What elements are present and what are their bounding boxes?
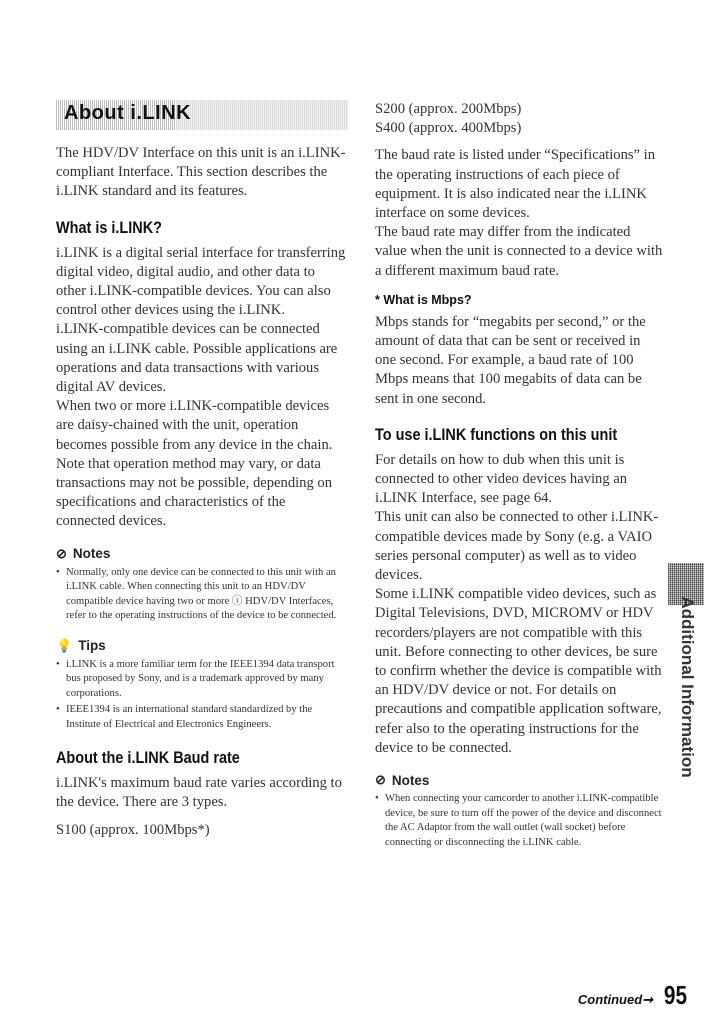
- tips-icon: 💡: [56, 637, 73, 653]
- tips-list: [56, 658, 348, 733]
- baud-s200: S200 (approx. 200Mbps): [375, 101, 522, 117]
- notes-icon: ⊘: [375, 772, 386, 788]
- what-paragraph-2: i.LINK-compatible devices can be connected using an i.LINK cable. Possible applications are operations and data transactions with various digital AV devices.: [56, 321, 338, 396]
- use-paragraph-3: Some i.LINK compatible video devices, such as Digital Televisions, DVD, MICROMV or HDV recorders/players are not compatible with this unit. Before connecting to other devices, be sure to confirm whether the device is compatible with an HDV/DV device or not. For details on precautions and compatible application software, refer also to the operating instructions for the device to be connected.: [375, 586, 662, 756]
- baud-paragraph-2: The baud rate is listed under “Specifications” in the operating instructions of each piece of equipment. It is also indicated near the i.LINK interface on some devices.: [375, 147, 656, 222]
- section-title: About i.LINK: [64, 102, 192, 124]
- notes-list-right: [375, 792, 665, 850]
- arrow-right-icon: ➞: [642, 992, 654, 1007]
- section-title-bar: [56, 100, 348, 130]
- use-paragraph-2: This unit can also be connected to other i.LINK-compatible devices made by Sony (e.g. a VAIO series personal computer) as well as to video devices.: [375, 509, 659, 584]
- use-paragraph-1: For details on how to dub when this unit is connected to other video devices having an i.LINK Interface, see page 64.: [375, 451, 628, 507]
- baud-paragraph-1: i.LINK's maximum baud rate varies according to the device. There are 3 types.: [56, 775, 342, 811]
- continued-label: Continued➞: [577, 992, 654, 1007]
- page-footer: [578, 980, 690, 1011]
- baud-s400: S400 (approx. 400Mbps): [375, 120, 522, 137]
- list-item: • Normally, only one device can be connected to this unit with an i.LINK cable. When connecting this unit to an HDV/DV compatible device having two or more ⓘ HDV/DV Interfaces, refer to the operating instructions of the device to be connected.: [56, 566, 348, 624]
- baud-rate-heading: About the i.LINK Baud rate: [56, 748, 240, 768]
- what-is-ilink-heading: What is i.LINK?: [56, 217, 162, 237]
- what-paragraph-3: When two or more i.LINK-compatible devices are daisy-chained with the unit, operation becomes possible from any device in the chain. Note that operation method may vary, or data transactions may not be possible, depending on specifications and characteristics of the connected devices.: [56, 398, 333, 530]
- mbps-heading: * What is Mbps?: [375, 292, 472, 307]
- use-ilink-heading: To use i.LINK functions on this unit: [375, 424, 618, 444]
- side-tab-label: Additional Information: [678, 596, 697, 778]
- baud-s100: S100 (approx. 100Mbps*): [56, 821, 210, 838]
- list-item: • i.LINK is a more familiar term for the IEEE1394 data transport bus proposed by Sony, and is a trademark approved by many corporations.: [56, 658, 348, 702]
- list-item: • IEEE1394 is an international standard standardized by the Institute of Electrical and Electronics Engineers.: [56, 703, 348, 732]
- mbps-paragraph: Mbps stands for “megabits per second,” or the amount of data that can be sent or received in one second. For example, a baud rate of 100 Mbps means that 100 megabits of data can be sent in one second.: [375, 313, 646, 407]
- list-item: • When connecting your camcorder to another i.LINK-compatible device, be sure to turn off the power of the device and disconnect the AC Adaptor from the wall outlet (wall socket) before connecting or disconnecting the i.LINK cable.: [375, 792, 665, 850]
- right-column: [375, 100, 665, 852]
- notes-heading: ⊘ Notes: [56, 545, 111, 562]
- baud-paragraph-3: The baud rate may differ from the indicated value when the unit is connected to a device with a different maximum baud rate.: [375, 224, 663, 279]
- notes-list: [56, 566, 348, 624]
- what-paragraph-1: i.LINK is a digital serial interface for transferring digital video, digital audio, and other data to other i.LINK-compatible devices. You can also control other devices using the i.LINK.: [56, 244, 346, 319]
- left-column: [56, 100, 348, 840]
- page-number: 95: [663, 980, 688, 1010]
- tips-heading: 💡 Tips: [56, 637, 106, 654]
- notes-icon: ⊘: [56, 545, 67, 561]
- notes-heading-right: ⊘ Notes: [375, 772, 430, 788]
- intro-paragraph: The HDV/DV Interface on this unit is an i.LINK-compliant Interface. This section describes the i.LINK standard and its features.: [56, 145, 346, 200]
